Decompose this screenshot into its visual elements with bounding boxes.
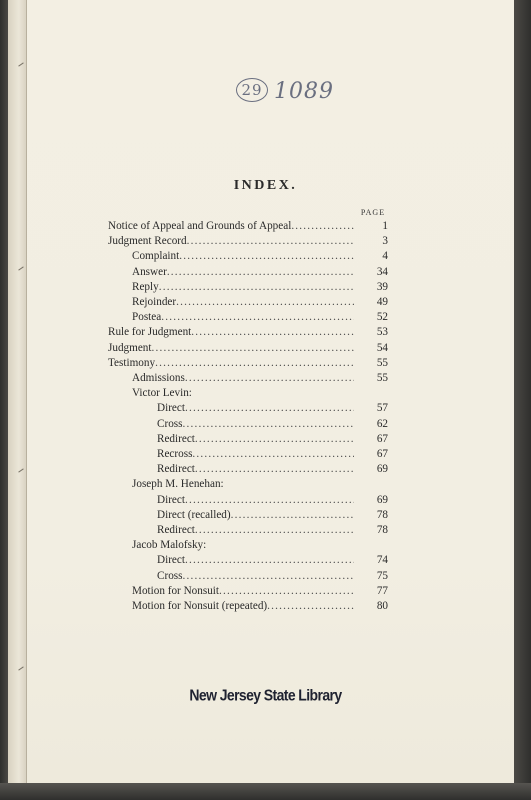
toc-leader-dots (192, 447, 354, 461)
toc-entry (157, 523, 354, 537)
toc-entry (108, 356, 354, 370)
toc-entry-page: 55 (376, 372, 388, 384)
toc-entry (132, 538, 206, 552)
toc-entry (132, 265, 354, 279)
toc-entry-label: Joseph M. Henehan: (132, 478, 224, 491)
toc-entry-page: 74 (376, 554, 388, 567)
toc-entry-label: Redirect (157, 524, 195, 536)
toc-entry-page: 1 (382, 220, 388, 232)
toc-entry (157, 417, 354, 431)
toc-entry (132, 295, 354, 309)
toc-entry (132, 371, 354, 385)
toc-entry-page: 4 (382, 250, 388, 263)
toc-entry-page: 34 (376, 265, 388, 278)
scan-right-edge (514, 0, 531, 800)
toc-entry-label: Testimony (108, 356, 156, 369)
toc-entry-label: Redirect (157, 463, 195, 476)
toc-entry-label: Reply (132, 280, 159, 293)
toc-entry-page: 49 (376, 296, 388, 308)
toc-leader-dots (183, 417, 355, 431)
toc-entry-label: Motion for Nonsuit (repeated) (132, 600, 268, 612)
toc-entry-page: 39 (376, 280, 388, 293)
toc-entry-page: 57 (376, 402, 388, 415)
toc-entry-label: Direct (157, 493, 185, 506)
toc-leader-dots (152, 341, 354, 355)
toc-entry (108, 325, 354, 339)
toc-entry (132, 249, 354, 263)
toc-entry-label: Rejoinder (132, 296, 177, 308)
toc-leader-dots (195, 462, 354, 476)
toc-entry-label: Motion for Nonsuit (132, 584, 220, 597)
toc-entry-label: Judgment Record (108, 235, 187, 248)
toc-entry-page: 3 (382, 235, 388, 248)
toc-leader-dots (291, 219, 354, 233)
toc-entry-label: Cross (157, 417, 183, 430)
toc-entry-page: 67 (376, 432, 388, 445)
toc-leader-dots (185, 401, 354, 415)
document-page (27, 0, 514, 783)
toc-leader-dots (161, 310, 354, 324)
toc-entry (157, 493, 354, 507)
toc-leader-dots (231, 508, 354, 522)
toc-entry-label: Notice of Appeal and Grounds of Appeal (108, 220, 292, 232)
toc-entry (132, 599, 354, 613)
toc-leader-dots (185, 371, 354, 385)
toc-entry-label: Jacob Malofsky: (132, 539, 207, 552)
toc-entry (157, 462, 354, 476)
toc-entry-label: Complaint (132, 250, 180, 263)
toc-entry-label: Recross (157, 448, 193, 460)
toc-entry-page: 53 (376, 326, 388, 339)
toc-leader-dots (191, 325, 354, 339)
toc-leader-dots (183, 569, 355, 583)
toc-entry-page: 69 (376, 463, 388, 476)
toc-entry (157, 401, 354, 415)
book-binding (8, 0, 27, 800)
toc-entry-label: Cross (157, 569, 183, 582)
toc-entry (108, 219, 354, 233)
toc-entry (108, 234, 354, 248)
toc-entry-page: 55 (376, 356, 388, 369)
library-stamp: New Jersey State Library (189, 686, 342, 704)
toc-leader-dots (179, 249, 354, 263)
circled-number: 29 (236, 78, 268, 102)
toc-leader-dots (267, 599, 354, 613)
toc-entry-page: 80 (376, 600, 388, 612)
toc-entry-label: Answer (132, 265, 167, 278)
toc-entry (132, 310, 354, 324)
toc-entry-page: 75 (376, 569, 388, 582)
scan-bottom-edge (0, 783, 531, 800)
toc-entry (108, 341, 354, 355)
toc-entry (157, 447, 354, 461)
toc-entry (132, 477, 224, 491)
toc-leader-dots (159, 280, 354, 294)
handwritten-number: 1089 (274, 79, 334, 104)
toc-entry (132, 280, 354, 294)
toc-entry-page: 54 (376, 341, 388, 354)
toc-entry-page: 52 (376, 311, 388, 324)
toc-entry-label: Victor Levin: (132, 387, 192, 400)
toc-leader-dots (185, 553, 354, 567)
toc-entry-page: 67 (376, 448, 388, 460)
toc-entry (157, 569, 354, 583)
toc-leader-dots (167, 265, 354, 279)
toc-leader-dots (219, 584, 354, 598)
toc-entry (157, 508, 354, 522)
toc-leader-dots (185, 493, 354, 507)
toc-leader-dots (155, 356, 354, 370)
toc-entry-page: 62 (376, 417, 388, 430)
toc-entry-label: Direct (157, 554, 185, 567)
binding-mark (18, 666, 23, 670)
toc-entry-page: 77 (376, 584, 388, 597)
toc-entry-page: 78 (376, 524, 388, 536)
page-column-header: PAGE (360, 208, 386, 217)
toc-leader-dots (187, 234, 354, 248)
toc-entry (132, 584, 354, 598)
binding-mark (18, 266, 23, 270)
toc-entry-label: Redirect (157, 432, 195, 445)
toc-entry-page: 78 (376, 508, 388, 521)
toc-entry-label: Rule for Judgment (108, 326, 192, 339)
binding-mark (18, 468, 23, 472)
binding-mark (18, 62, 23, 66)
toc-leader-dots (176, 295, 354, 309)
handwritten-catalog-note (236, 78, 356, 108)
toc-leader-dots (195, 432, 354, 446)
toc-entry (157, 553, 354, 567)
scan-left-edge (0, 0, 8, 800)
toc-entry (132, 386, 192, 400)
toc-leader-dots (195, 523, 354, 537)
index-title: INDEX. (233, 178, 298, 193)
toc-entry-page: 69 (376, 493, 388, 506)
toc-entry-label: Direct (recalled) (157, 508, 231, 521)
toc-entry-label: Postea (132, 311, 162, 324)
toc-entry-label: Admissions (132, 372, 185, 384)
toc-entry-label: Direct (157, 402, 185, 415)
toc-entry-label: Judgment (108, 341, 152, 354)
toc-entry (157, 432, 354, 446)
